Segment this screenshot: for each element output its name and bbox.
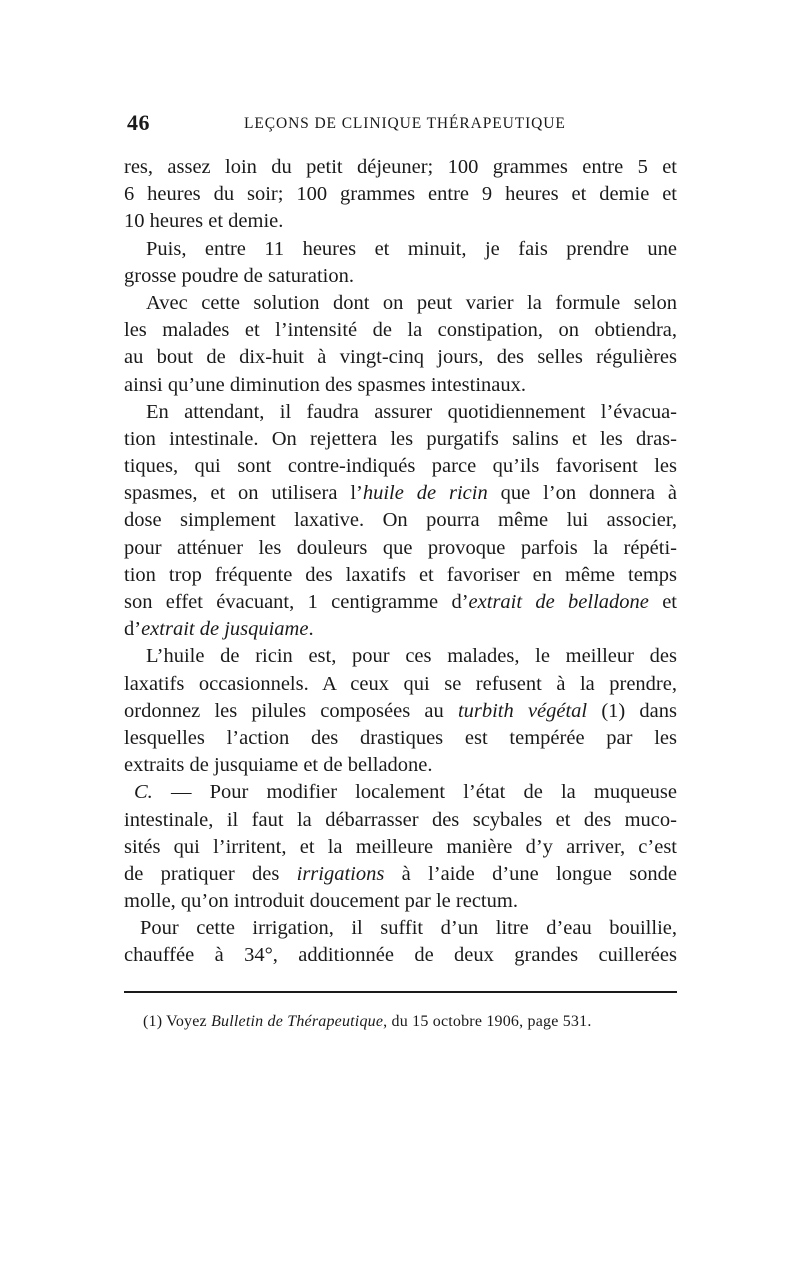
text-line: lesquelles l’action des drastiques est tempérée par les [124,726,677,749]
text-line [124,589,677,616]
text-line: tion intestinale. On rejettera les purgatifs salins et les dras- [124,427,677,450]
text-segment: spasmes, et on utilisera l’ [124,482,363,505]
text-line: 6 heures du soir; 100 grammes entre 9 heures et demie et [124,183,677,206]
text-segment: d’ [124,618,142,641]
text-line: les malades et l’intensité de la constipation, on obtiendra, [124,319,677,342]
paragraph-start-line: Puis, entre 11 heures et minuit, je fais prendre une [146,237,677,260]
footnote-journal: Bulletin de Thérapeutique [211,1013,384,1030]
text-line: grosse poudre de saturation. [124,264,354,287]
paragraph-start-line: L’huile de ricin est, pour ces malades, le meilleur des [146,645,677,668]
text-line [124,616,677,643]
text-line: 10 heures et demie. [124,210,284,233]
text-line: ainsi qu’une diminution des spasmes intestinaux. [124,373,526,396]
italic-term: huile de ricin [362,482,488,505]
paragraph-start-line: Pour cette irrigation, il suffit d’un litre d’eau bouillie, [140,917,677,940]
text-segment: (1) dans [587,699,677,722]
page-number: 46 [127,110,150,135]
italic-term: irrigations [296,862,385,885]
text-segment: de pratiquer des [124,862,297,885]
text-line: chauffée à 34°, additionnée de deux grandes cuillerées [124,944,677,967]
italic-term: extrait de jusquiame [141,618,309,641]
italic-term: extrait de belladone [468,591,649,613]
text-line: dose simplement laxative. On pourra même lui associer, [124,509,677,532]
text-segment: . [308,618,314,641]
text-segment: — Pour modifier localement l’état de la muqueuse [152,781,677,804]
paragraph-start-line: Avec cette solution dont on peut varier la formule selon [146,291,677,314]
text-segment: son effet évacuant, 1 centigramme d’ [124,591,469,613]
paragraph-start-line: En attendant, il faudra assurer quotidiennement l’évacua- [146,400,677,423]
text-line: laxatifs occasionnels. A ceux qui se refusent à la prendre, [124,672,677,695]
running-head [127,110,677,140]
text-segment: et [648,591,678,613]
text-line: molle, qu’on introduit doucement par le rectum. [124,890,518,913]
text-segment: ordonnez les pilules composées au [124,699,458,722]
footnote [143,1013,592,1031]
footnote-marker: (1) Voyez [143,1013,212,1030]
italic-term: turbith végétal [457,699,588,722]
text-line [124,698,677,725]
paragraph-start-line [124,779,677,806]
running-title: LEÇONS DE CLINIQUE THÉRAPEUTIQUE [244,115,566,132]
text-line: intestinale, il faut la débarrasser des scybales et des muco- [124,808,677,831]
text-line: au bout de dix-huit à vingt-cinq jours, des selles régulières [124,346,677,369]
text-line: pour atténuer les douleurs que provoque parfois la répéti- [124,536,677,559]
text-line: sités qui l’irritent, et la meilleure manière d’y arriver, c’est [124,835,677,858]
text-line [124,861,677,888]
text-segment: que l’on donnera à [487,482,677,505]
text-line: res, assez loin du petit déjeuner; 100 grammes entre 5 et [124,156,677,178]
body-text [124,154,677,970]
section-letter: C. [134,781,153,804]
text-line: tion trop fréquente des laxatifs et favoriser en même temps [124,563,677,586]
text-line [124,480,677,507]
footnote-text: , du 15 octobre 1906, page 531. [383,1013,592,1030]
text-segment: à l’aide d’une longue sonde [384,862,677,885]
text-line: tiques, qui sont contre-indiqués parce qu’ils favorisent les [124,455,677,478]
footnote-rule [124,991,677,993]
text-line: extraits de jusquiame et de belladone. [124,754,433,777]
